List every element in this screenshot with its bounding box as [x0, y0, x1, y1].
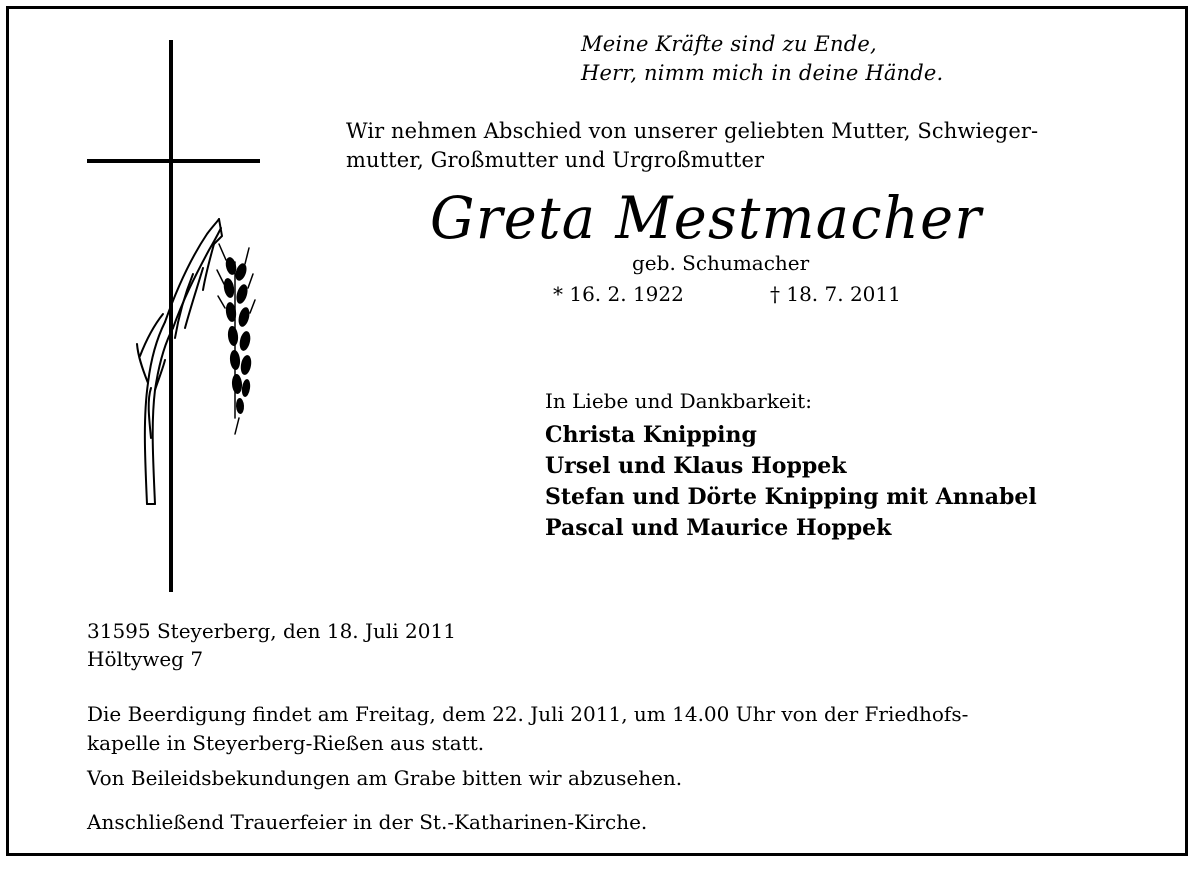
farewell-intro: [346, 117, 1038, 175]
funeral-line-2: kapelle in Steyerberg-Rießen aus statt.: [87, 731, 485, 755]
place-and-address: [87, 617, 456, 673]
funeral-notice: [87, 700, 968, 758]
maiden-name: geb. Schumacher: [632, 251, 810, 275]
mourner-name: Pascal und Maurice Hoppek: [545, 515, 892, 541]
death-date: † 18. 7. 2011: [770, 282, 901, 306]
intro-line-1: Wir nehmen Abschied von unserer geliebten Mutter, Schwieger-: [346, 119, 1039, 143]
street-line: Höltyweg 7: [87, 647, 204, 671]
mourner-name: Christa Knipping: [545, 422, 757, 448]
motto-line-2: Herr, nimm mich in deine Hände.: [581, 61, 944, 85]
intro-line-2: mutter, Großmutter und Urgroßmutter: [346, 148, 765, 172]
mourner-name: Ursel und Klaus Hoppek: [545, 453, 847, 479]
mourners-list: [545, 420, 1037, 544]
place-date-line: 31595 Steyerberg, den 18. Juli 2011: [87, 619, 456, 643]
cross-with-wheat-icon: [85, 38, 265, 598]
motto-verse: [581, 30, 943, 88]
mourners-heading: In Liebe und Dankbarkeit:: [545, 389, 812, 413]
motto-line-1: Meine Kräfte sind zu Ende,: [581, 32, 877, 56]
mourner-name: Stefan und Dörte Knipping mit Annabel: [545, 484, 1037, 510]
service-note: Anschließend Trauerfeier in der St.-Katharinen-Kirche.: [87, 810, 648, 834]
deceased-name: Greta Mestmacher: [430, 184, 983, 252]
funeral-line-1: Die Beerdigung findet am Freitag, dem 22. Juli 2011, um 14.00 Uhr von der Friedhofs-: [87, 702, 969, 726]
condolence-note: Von Beileidsbekundungen am Grabe bitten wir abzusehen.: [87, 766, 683, 790]
birth-date: * 16. 2. 1922: [553, 282, 684, 306]
